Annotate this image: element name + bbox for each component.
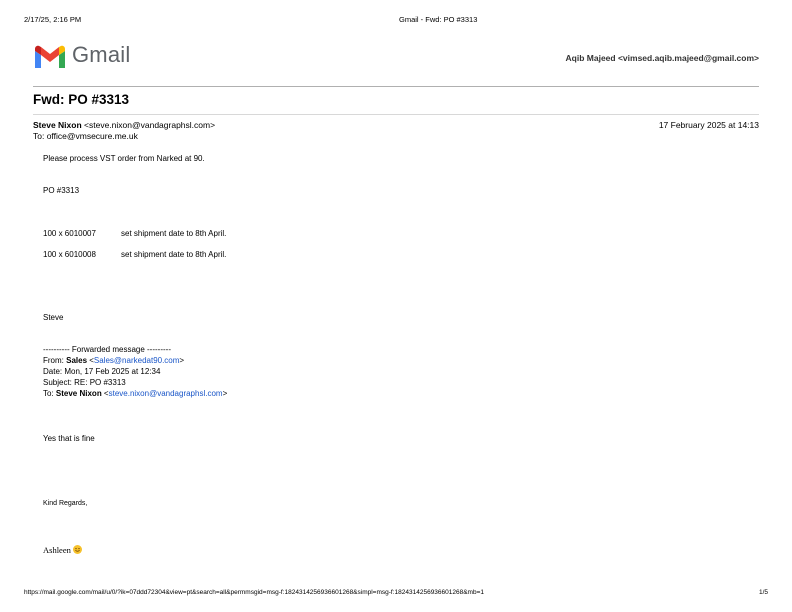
forwarded-marker: ---------- Forwarded message --------- [43,345,171,354]
reply-signature-line [43,545,82,555]
reply-signature: Ashleen [43,545,71,555]
reply-regards: Kind Regards, [43,500,88,507]
forwarded-from-name: Sales [66,356,88,365]
forwarded-date: Date: Mon, 17 Feb 2025 at 12:34 [43,367,161,376]
sender-line [33,120,215,130]
sender-address: <steve.nixon@vandagraphsl.com> [84,120,216,130]
item1-qty: 100 x 6010007 [43,229,96,238]
subject-divider [33,114,759,115]
email-subject: Fwd: PO #3313 [33,92,130,107]
print-datetime: 2/17/25, 2:16 PM [24,15,82,24]
item2-note: set shipment date to 8th April. [121,250,227,259]
forwarded-to-gt: > [222,389,228,398]
forwarded-from-lt: < [87,356,94,365]
footer-page-number: 1/5 [758,589,768,596]
reply-text: Yes that is fine [43,434,95,443]
account-email: Aqib Majeed <vimsed.aqib.majeed@gmail.com> [565,53,759,63]
forwarded-to-name: Steve Nixon [55,389,102,398]
forwarded-subject: Subject: RE: PO #3313 [43,378,126,387]
body-signoff: Steve [43,313,64,322]
body-po: PO #3313 [43,186,80,195]
footer-url: https://mail.google.com/mail/u/0/?ik=07ddd72304&view=pt&search=all&permmsgid=msg-f:1824314256936601268&simpl=msg-f:1824314256936601268&mb=1 [24,589,484,596]
forwarded-to [43,389,227,398]
sender-name: Steve Nixon [33,120,82,130]
gmail-wordmark: Gmail [72,42,131,67]
smiling-face-emoji-icon [73,545,82,554]
header-divider [33,86,759,87]
forwarded-from [43,356,184,365]
forwarded-to-label: To: [43,389,56,398]
gmail-logo-icon [33,44,67,70]
sent-date: 17 February 2025 at 14:13 [658,120,759,130]
forwarded-from-email-link[interactable]: Sales@narkedat90.com [93,356,180,365]
forwarded-to-email-link[interactable]: steve.nixon@vandagraphsl.com [108,389,223,398]
item1-note: set shipment date to 8th April. [121,229,227,238]
body-line-1: Please process VST order from Narked at 90. [43,154,205,163]
forwarded-from-label: From: [43,356,67,365]
item2-qty: 100 x 6010008 [43,250,96,259]
print-title: Gmail - Fwd: PO #3313 [399,15,478,24]
recipient-line: To: office@vmsecure.me.uk [33,131,138,141]
forwarded-to-lt: < [101,389,109,398]
forwarded-from-gt: > [179,356,185,365]
